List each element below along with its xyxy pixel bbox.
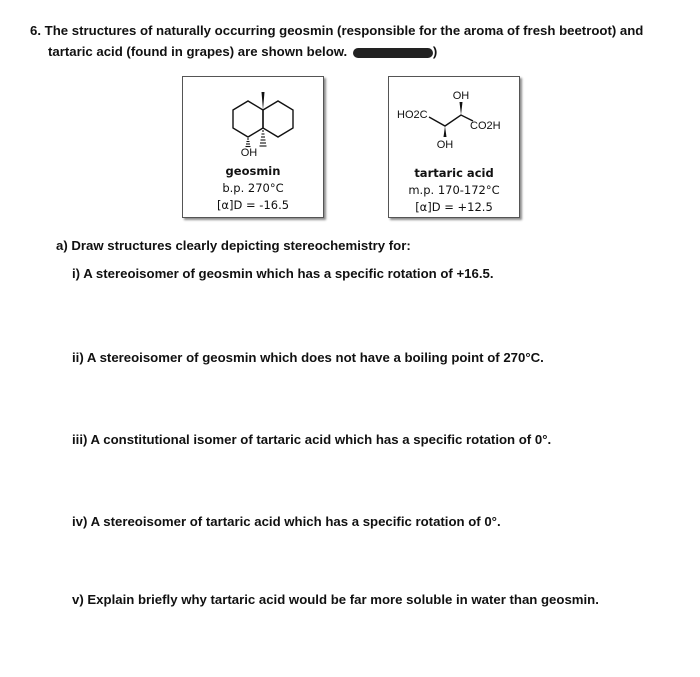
tartaric-acid-structure xyxy=(389,77,519,167)
part-ii: ii) A stereoisomer of geosmin which does not have a boiling point of 270°C. xyxy=(72,350,544,365)
tartaric-specific-rotation: [α]D = +12.5 xyxy=(415,200,493,214)
question-line-2: tartaric acid (found in grapes) are shown below. xyxy=(48,44,348,59)
question-number: 6. xyxy=(30,23,41,38)
tartaric-acid-structure-box xyxy=(388,76,520,218)
geosmin-specific-rotation: [α]D = -16.5 xyxy=(216,198,290,212)
tartaric-wedge-bottom xyxy=(444,126,447,137)
geosmin-ring-right xyxy=(263,101,293,137)
part-iii: iii) A constitutional isomer of tartaric acid which has a specific rotation of 0°. xyxy=(72,432,552,447)
question-line-1: The structures of naturally occurring geosmin (responsible for the aroma of fresh beetroot) and xyxy=(44,23,644,38)
geosmin-name: geosmin xyxy=(225,164,281,178)
geosmin-ring-left xyxy=(233,101,263,137)
tartaric-oh-bottom: OH xyxy=(436,139,454,151)
part-a: a) Draw structures clearly depicting stereochemistry for: xyxy=(56,238,411,253)
geosmin-caption xyxy=(183,163,323,214)
part-i: i) A stereoisomer of geosmin which has a specific rotation of +16.5. xyxy=(72,266,494,281)
part-iv: iv) A stereoisomer of tartaric acid which has a specific rotation of 0°. xyxy=(72,514,501,529)
methyl-hash-bond xyxy=(246,139,251,147)
question-6-heading xyxy=(30,20,670,62)
part-v: v) Explain briefly why tartaric acid would be far more soluble in water than geosmin. xyxy=(72,592,599,607)
tartaric-melting-point: m.p. 170-172°C xyxy=(408,183,500,197)
tartaric-wedge-top xyxy=(460,102,463,115)
tartaric-oh-top: OH xyxy=(452,90,470,102)
tartaric-left-group: HO2C xyxy=(397,109,428,121)
geosmin-structure xyxy=(183,77,323,177)
tartaric-name: tartaric acid xyxy=(414,166,494,180)
methyl-wedge xyxy=(262,92,265,110)
redacted-text xyxy=(353,48,433,58)
geosmin-structure-box xyxy=(182,76,324,218)
tartaric-right-group: CO2H xyxy=(470,120,501,132)
question-line-2-end: ) xyxy=(432,44,438,59)
tartaric-backbone xyxy=(429,115,473,126)
geosmin-oh-label: OH xyxy=(240,147,258,159)
tartaric-caption xyxy=(389,165,519,216)
oh-hash-bond xyxy=(260,131,267,146)
geosmin-boiling-point: b.p. 270°C xyxy=(222,181,284,195)
